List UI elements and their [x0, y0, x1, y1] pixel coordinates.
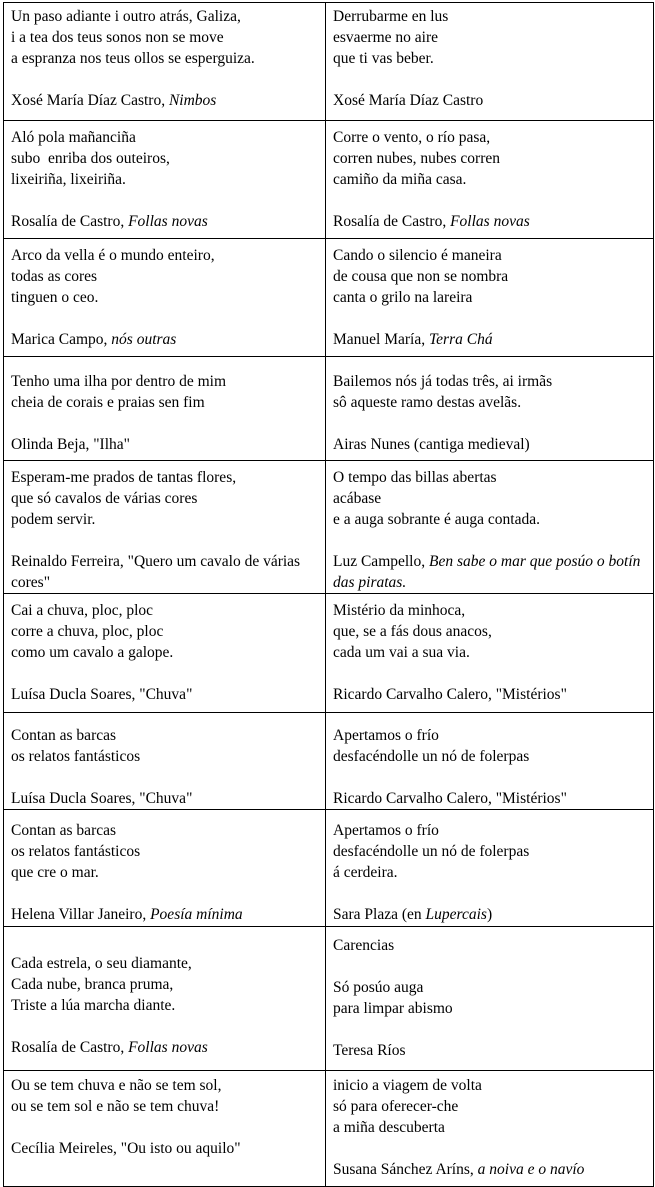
- poem-attribution: [11, 551, 319, 593]
- poem-attribution: [11, 788, 319, 809]
- poem-line: Apertamos o frío: [333, 727, 439, 744]
- poem-line: ou se tem sol e não se tem chuva!: [11, 1098, 220, 1115]
- author-name: Luísa Ducla Soares, "Chuva": [11, 790, 193, 807]
- author-name: Olinda Beja, "Ilha": [11, 436, 130, 453]
- poem-attribution: [11, 1138, 319, 1159]
- poem-line: Cai a chuva, ploc, ploc: [11, 602, 154, 619]
- poem-cell: [4, 594, 326, 713]
- work-title: Lupercais: [425, 906, 487, 923]
- table-row: [4, 1071, 654, 1187]
- author-name: Teresa Ríos: [333, 1042, 406, 1059]
- poem-line: Tenho uma ilha por dentro de mim: [11, 373, 227, 390]
- poem-line: os relatos fantásticos: [11, 748, 141, 765]
- poem-line: O tempo das billas abertas: [333, 469, 497, 486]
- poem-line: corre a chuva, ploc, ploc: [11, 623, 164, 640]
- poem-line: Cando o silencio é maneira: [333, 247, 502, 264]
- poem-line: para limpar abismo: [333, 1000, 453, 1017]
- poem-cell: [326, 810, 654, 927]
- poem-attribution: [11, 329, 319, 350]
- poem-cell: [4, 121, 326, 239]
- author-name: Airas Nunes (cantiga medieval): [333, 436, 530, 453]
- work-title: Follas novas: [128, 1039, 208, 1056]
- poem-line: que, se a fás dous anacos,: [333, 623, 492, 640]
- poem-line: cheia de corais e praias sen fim: [11, 394, 205, 411]
- table-row: [4, 239, 654, 357]
- poem-attribution: [11, 904, 319, 925]
- poem-line: Cada estrela, o seu diamante,: [11, 955, 192, 972]
- poem-line: inicio a viagem de volta: [333, 1077, 482, 1094]
- work-title: Poesía mínima: [150, 906, 243, 923]
- table-row: [4, 357, 654, 461]
- table-row: [4, 594, 654, 713]
- poem-line: Mistério da minhoca,: [333, 602, 466, 619]
- poem-line: cada um vai a sua via.: [333, 644, 470, 661]
- poem-line: sô aqueste ramo destas avelãs.: [333, 394, 522, 411]
- author-name: Reinaldo Ferreira, "Quero um cavalo de várias cores": [11, 553, 301, 591]
- table-row: [4, 3, 654, 121]
- poem-line: Contan as barcas: [11, 727, 117, 744]
- work-title: Nimbos: [168, 92, 217, 109]
- poem-line: os relatos fantásticos: [11, 843, 141, 860]
- poem-cell: [326, 461, 654, 594]
- poem-attribution: [11, 1037, 319, 1058]
- poem-line: todas as cores: [11, 268, 98, 285]
- poem-attribution: [333, 1159, 647, 1180]
- author-suffix: ): [486, 906, 493, 923]
- poem-line: desfacéndolle un nó de folerpas: [333, 843, 530, 860]
- work-title: Ben sabe o mar que posúo o botín das piratas.: [333, 553, 641, 591]
- author-name: Ricardo Carvalho Calero, "Mistérios": [333, 790, 567, 807]
- poem-line: Triste a lúa marcha diante.: [11, 997, 176, 1014]
- author-name: Luz Campello,: [333, 553, 429, 570]
- poem-line: Apertamos o frío: [333, 822, 439, 839]
- poem-cell: [326, 239, 654, 357]
- work-title: Follas novas: [128, 213, 208, 230]
- work-title: a noiva e o navío: [477, 1161, 585, 1178]
- poem-cell: [326, 927, 654, 1071]
- poem-attribution: [333, 551, 647, 593]
- author-name: Xosé María Díaz Castro: [333, 92, 484, 109]
- author-name: Luísa Ducla Soares, "Chuva": [11, 686, 193, 703]
- poem-cell: [4, 3, 326, 121]
- poem-attribution: [333, 788, 647, 809]
- table-row: [4, 121, 654, 239]
- poem-line: de cousa que non se nombra: [333, 268, 509, 285]
- poem-cell: [4, 810, 326, 927]
- poem-attribution: [333, 434, 647, 455]
- poem-line: e a auga sobrante é auga contada.: [333, 511, 540, 528]
- poem-attribution: [11, 684, 319, 705]
- poem-attribution: [333, 90, 647, 111]
- poem-line: podem servir.: [11, 511, 96, 528]
- author-name: Ricardo Carvalho Calero, "Mistérios": [333, 686, 567, 703]
- table-row: [4, 927, 654, 1071]
- poem-line: Corre o vento, o río pasa,: [333, 129, 491, 146]
- work-title: Terra Chá: [428, 331, 493, 348]
- author-name: Rosalía de Castro,: [11, 1039, 129, 1056]
- table-row: [4, 461, 654, 594]
- poem-line: como um cavalo a galope.: [11, 644, 174, 661]
- poem-attribution: [333, 684, 647, 705]
- poems-table: [3, 2, 654, 1187]
- poem-attribution: [333, 329, 647, 350]
- poem-cell: [326, 357, 654, 461]
- poem-line: acábase: [333, 490, 382, 507]
- poem-attribution: [333, 1040, 647, 1061]
- poem-attribution: [11, 90, 319, 111]
- poem-line: canta o grilo na lareira: [333, 289, 473, 306]
- poem-line: que só cavalos de várias cores: [11, 490, 198, 507]
- poem-attribution: [11, 434, 319, 455]
- poem-line: desfacéndolle un nó de folerpas: [333, 748, 530, 765]
- poem-line: Aló pola mañanciña: [11, 129, 136, 146]
- poem-attribution: [333, 904, 647, 925]
- poem-cell: [4, 461, 326, 594]
- poem-line: esvaerme no aire: [333, 29, 438, 46]
- poem-cell: [326, 713, 654, 810]
- poem-line: tinguen o ceo.: [11, 289, 99, 306]
- poem-line: a espranza nos teus ollos se esperguiza.: [11, 50, 255, 67]
- poem-line: lixeiriña, lixeiriña.: [11, 171, 126, 188]
- author-name: Marica Campo,: [11, 331, 112, 348]
- poem-line: Esperam-me prados de tantas flores,: [11, 469, 237, 486]
- poem-line: camiño da miña casa.: [333, 171, 467, 188]
- poem-cell: [326, 1071, 654, 1187]
- poem-title: Carencias: [333, 937, 395, 954]
- poem-line: a miña descuberta: [333, 1119, 445, 1136]
- poem-cell: [326, 3, 654, 121]
- poem-line: só para oferecer-che: [333, 1098, 459, 1115]
- author-name: Xosé María Díaz Castro,: [11, 92, 169, 109]
- poem-cell: [326, 121, 654, 239]
- poem-line: Ou se tem chuva e não se tem sol,: [11, 1077, 222, 1094]
- poem-line: corren nubes, nubes corren: [333, 150, 500, 167]
- author-name: Sara Plaza (en: [333, 906, 426, 923]
- author-name: Rosalía de Castro,: [333, 213, 451, 230]
- work-title: Follas novas: [450, 213, 530, 230]
- poem-cell: [4, 927, 326, 1071]
- poem-line: subo enriba dos outeiros,: [11, 150, 170, 167]
- poem-line: Contan as barcas: [11, 822, 117, 839]
- poem-line: que ti vas beber.: [333, 50, 434, 67]
- poem-line: Un paso adiante i outro atrás, Galiza,: [11, 8, 241, 25]
- poem-attribution: [11, 211, 319, 232]
- poem-attribution: [333, 211, 647, 232]
- work-title: nós outras: [111, 331, 177, 348]
- poem-line: Cada nube, branca pruma,: [11, 976, 174, 993]
- poem-cell: [4, 357, 326, 461]
- author-name: Rosalía de Castro,: [11, 213, 129, 230]
- poem-line: Bailemos nós já todas três, ai irmãs: [333, 373, 553, 390]
- table-row: [4, 810, 654, 927]
- author-name: Cecília Meireles, "Ou isto ou aquilo": [11, 1140, 241, 1157]
- poem-cell: [326, 594, 654, 713]
- poem-line: Só posúo auga: [333, 979, 424, 996]
- poem-line: á cerdeira.: [333, 864, 398, 881]
- author-name: Susana Sánchez Aríns,: [333, 1161, 478, 1178]
- author-name: Helena Villar Janeiro,: [11, 906, 151, 923]
- author-name: Manuel María,: [333, 331, 429, 348]
- poem-cell: [4, 239, 326, 357]
- poem-line: Derrubarme en lus: [333, 8, 449, 25]
- poem-cell: [4, 713, 326, 810]
- poem-cell: [4, 1071, 326, 1187]
- poem-line: que cre o mar.: [11, 864, 99, 881]
- table-row: [4, 713, 654, 810]
- poem-line: Arco da vella é o mundo enteiro,: [11, 247, 215, 264]
- poem-line: i a tea dos teus sonos non se move: [11, 29, 224, 46]
